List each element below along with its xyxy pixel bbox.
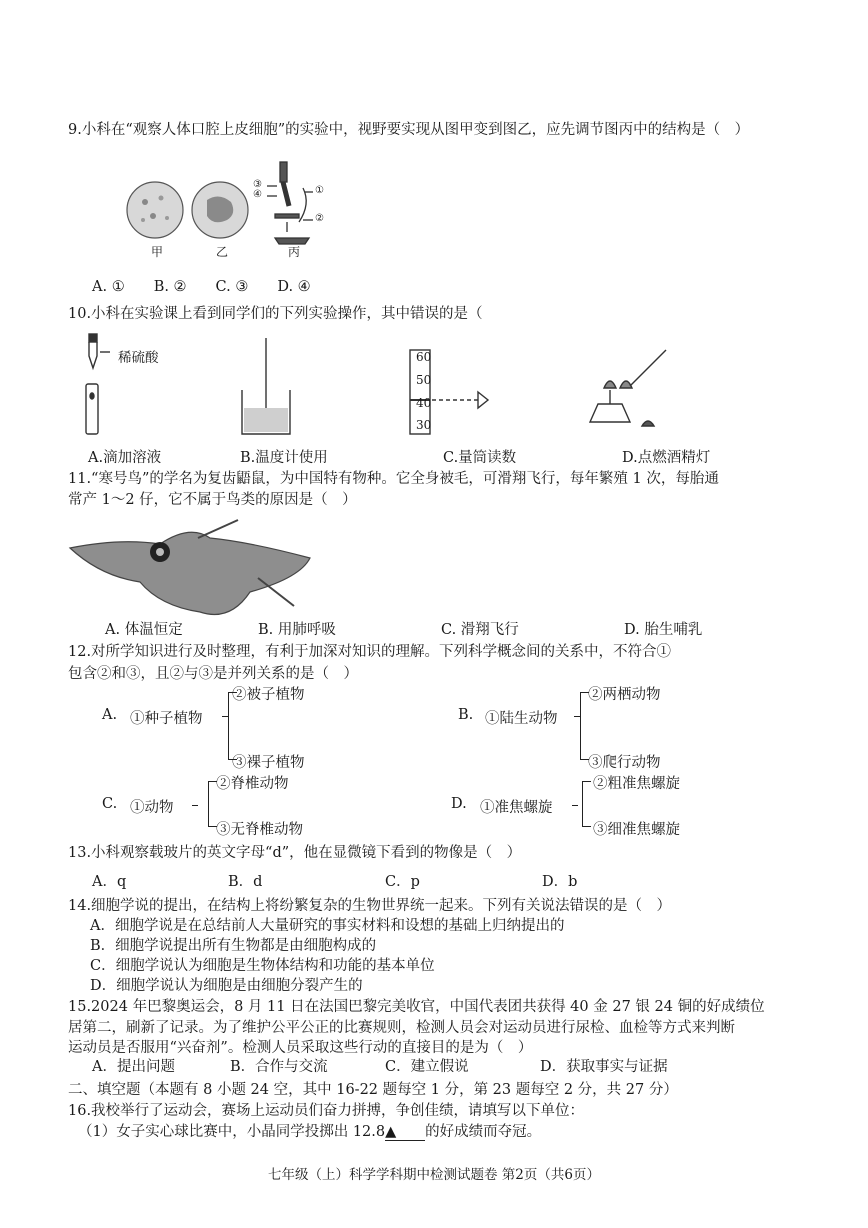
q13-stem: 13.小科观察载玻片的英文字母“d”，他在显微镜下看到的物像是（ ）: [68, 845, 522, 861]
concept-root: ①种子植物: [130, 711, 203, 727]
q9-options: A. ① B. ② C. ③ D. ④: [92, 279, 311, 295]
q15-option-c: C．建立假说: [385, 1059, 469, 1075]
q10-figure: [70, 330, 710, 442]
q10-stem: 10.小科在实验课上看到同学们的下列实验操作，其中错误的是（: [68, 306, 483, 322]
concept-bottom: ③爬行动物: [588, 755, 661, 771]
thermometer-beaker-drawing: [242, 338, 290, 434]
concept-bottom: ③裸子植物: [232, 755, 305, 771]
q13-option-d: D．b: [542, 874, 578, 890]
q10-option-d: D.点燃酒精灯: [622, 450, 711, 466]
q15-stem-line3: 运动员是否服用“兴奋剂”。检测人员采取这些行动的直接目的是为（ ）: [68, 1040, 533, 1056]
blank-marker: ▲: [385, 1124, 397, 1140]
concept-root: ①陆生动物: [485, 711, 558, 727]
answer-blank: [385, 1124, 425, 1141]
q11-stem-line1: 11.“寒号鸟”的学名为复齿鼯鼠，为中国特有物种。它全身被毛，可滑翔飞行，每年繁殖 1 次，每胎通: [68, 471, 719, 487]
mark-3: ③: [253, 179, 262, 190]
concept-root: ①准焦螺旋: [480, 800, 553, 816]
tick-40: 40: [416, 396, 432, 410]
q13-option-b: B．d: [228, 874, 263, 890]
concept-root: ①动物: [130, 800, 174, 816]
q12-stem-line1: 12.对所学知识进行及时整理，有利于加深对知识的理解。下列科学概念间的关系中，不符合①: [68, 644, 672, 660]
tick-50: 50: [416, 373, 432, 387]
tick-30: 30: [416, 418, 432, 432]
q16-stem: 16.我校举行了运动会，赛场上运动员们奋力拼搏，争创佳绩，请填写以下单位：: [68, 1103, 585, 1119]
concept-bottom: ③细准焦螺旋: [593, 822, 680, 838]
q16-sub1: [78, 1120, 541, 1141]
microscope-drawing: [267, 162, 313, 244]
q10-option-a: A.滴加溶液: [88, 450, 162, 466]
q14-option-d: D．细胞学说认为细胞是由细胞分裂产生的: [90, 978, 363, 994]
reagent-label: 稀硫酸: [118, 350, 159, 366]
q11-option-c: C. 滑翔飞行: [441, 622, 519, 638]
q14-stem: 14.细胞学说的提出，在结构上将纷繁复杂的生物世界统一起来。下列有关说法错误的是（ ）: [68, 898, 672, 914]
q14-option-b: B．细胞学说提出所有生物都是由细胞构成的: [90, 938, 377, 954]
q11-option-b: B. 用肺呼吸: [258, 622, 336, 638]
mark-4: ④: [253, 189, 262, 200]
q14-option-c: C．细胞学说认为细胞是生物体结构和功能的基本单位: [90, 958, 435, 974]
q15-option-a: A．提出问题: [92, 1059, 175, 1075]
option-letter: A.: [102, 707, 118, 723]
page-footer: 七年级（上）科学学科期中检测试题卷 第2页（共6页）: [268, 1167, 600, 1183]
tick-60: 60: [416, 350, 432, 364]
mark-1: ①: [315, 185, 324, 196]
concept-top: ②脊椎动物: [216, 776, 289, 792]
option-letter: B.: [458, 707, 474, 723]
section-heading: 二、填空题（本题有 8 小题 24 空，其中 16-22 题每空 1 分，第 23 题每空 2 分，共 27 分）: [68, 1082, 678, 1098]
cell-view-yi: [192, 182, 248, 238]
q12-stem-line2: 包含②和③，且②与③是并列关系的是（ ）: [68, 666, 358, 682]
q13-option-a: A．q: [92, 874, 127, 890]
label-yi: 乙: [216, 245, 229, 259]
q11-option-a: A. 体温恒定: [105, 622, 183, 638]
q15-stem-line1: 15.2024 年巴黎奥运会，8 月 11 日在法国巴黎完美收官，中国代表团共获得 40 金 27 银 24 铜的好成绩位: [68, 999, 765, 1015]
concept-bottom: ③无脊椎动物: [216, 822, 303, 838]
q9-stem: 9.小科在“观察人体口腔上皮细胞”的实验中，视野要实现从图甲变到图乙，应先调节图丙中的结构是（ ）: [68, 122, 750, 138]
q16-sub1-suffix: 的好成绩而夺冠。: [425, 1124, 542, 1140]
q10-option-c: C.量筒读数: [443, 450, 517, 466]
q14-option-a: A．细胞学说是在总结前人大量研究的事实材料和设想的基础上归纳提出的: [90, 918, 565, 934]
label-jia: 甲: [151, 245, 164, 259]
q11-option-d: D. 胎生哺乳: [624, 622, 703, 638]
flying-squirrel-image: [68, 508, 318, 616]
concept-top: ②被子植物: [232, 687, 305, 703]
mark-2: ②: [315, 213, 324, 224]
alcohol-lamp-drawing: [590, 350, 666, 426]
label-bing: 丙: [288, 245, 301, 259]
cell-view-jia: [127, 182, 183, 238]
option-letter: D.: [451, 796, 467, 812]
dropper-drawing: [86, 334, 110, 434]
q15-stem-line2: 居第二，刷新了记录。为了维护公平公正的比赛规则，检测人员会对运动员进行尿检、血检等方式来判断: [68, 1020, 735, 1036]
option-letter: C.: [102, 796, 118, 812]
q11-stem-line2: 常产 1～2 仔，它不属于鸟类的原因是（ ）: [68, 492, 357, 508]
q15-option-d: D．获取事实与证据: [540, 1059, 668, 1075]
q13-option-c: C．p: [385, 874, 420, 890]
q15-option-b: B．合作与交流: [230, 1059, 328, 1075]
concept-top: ②粗准焦螺旋: [593, 776, 680, 792]
q16-sub1-prefix: （1）女子实心球比赛中，小晶同学投掷出 12.8: [78, 1124, 386, 1140]
q10-option-b: B.温度计使用: [240, 450, 328, 466]
concept-top: ②两栖动物: [588, 687, 661, 703]
